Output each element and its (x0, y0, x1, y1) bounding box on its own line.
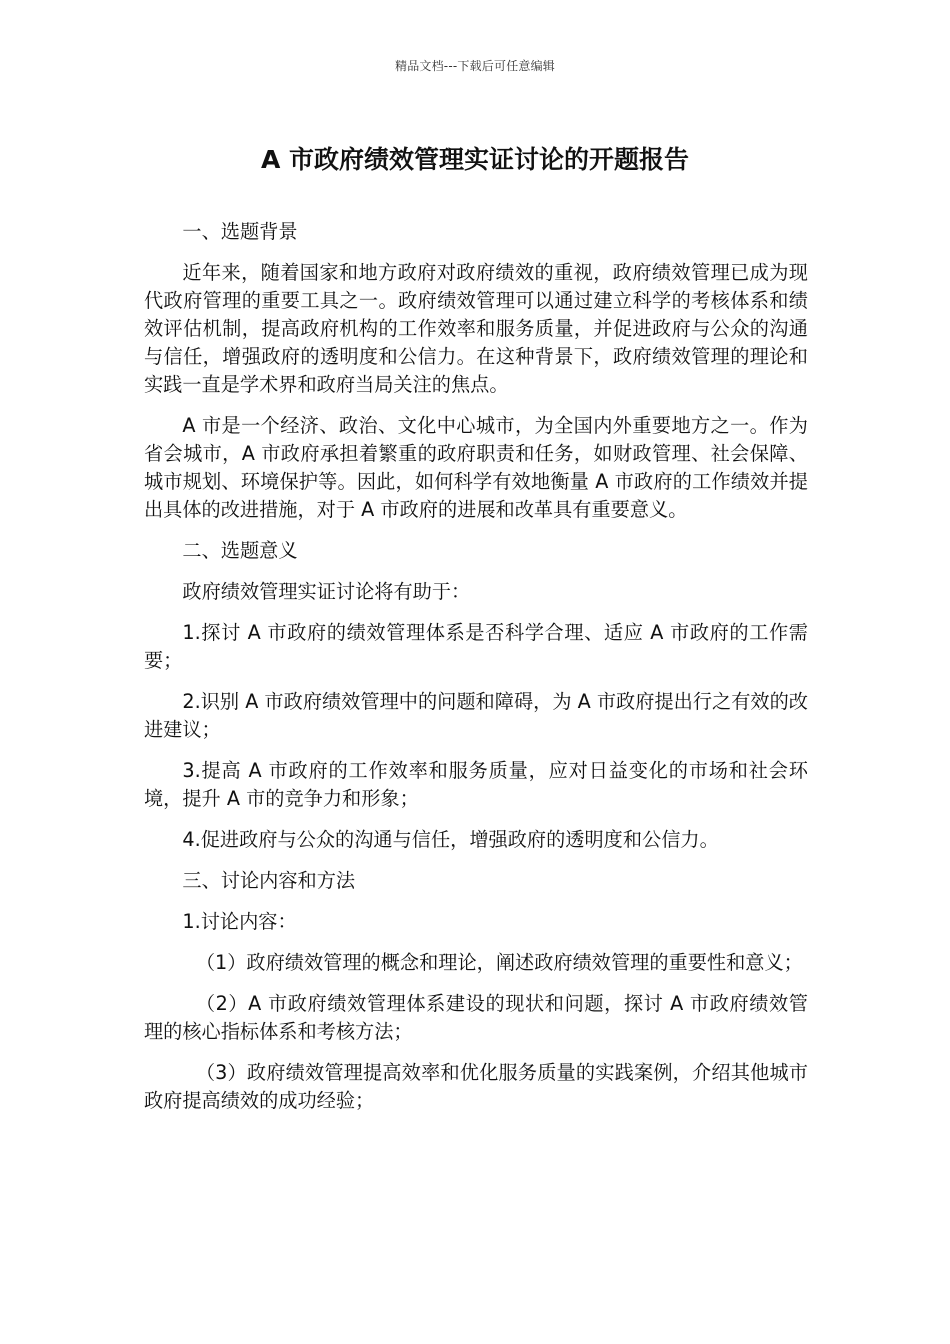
list-item-content-1: （1）政府绩效管理的概念和理论，阐述政府绩效管理的重要性和意义； (195, 951, 803, 974)
section-heading-content-methods: 三、讨论内容和方法 (182, 869, 356, 892)
list-item-content-2: （2）A 市政府绩效管理体系建设的现状和问题，探讨 A 市政府绩效管理的核心指标体系和考核方法； (144, 992, 808, 1043)
list-item-significance-2: 2.识别 A 市政府绩效管理中的问题和障碍，为 A 市政府提出行之有效的改进建议； (144, 690, 808, 741)
list-item-significance-1: 1.探讨 A 市政府的绩效管理体系是否科学合理、适应 A 市政府的工作需要； (144, 621, 808, 672)
section-heading-significance: 二、选题意义 (182, 539, 298, 562)
document-body (144, 218, 808, 1128)
section-heading-background: 一、选题背景 (182, 220, 298, 243)
document-title: A 市政府绩效管理实证讨论的开题报告 (260, 145, 690, 174)
paragraph-background-2: A 市是一个经济、政治、文化中心城市，为全国内外重要地方之一。作为省会城市，A 市政府承担着繁重的政府职责和任务，如财政管理、社会保障、城市规划、环境保护等。因此，如何科学有效地衡量 A 市政府的工作绩效并提出具体的改进措施，对于 A 市政府的进展和改革具有重要意义。 (144, 414, 808, 521)
header-note: 精品文档---下载后可任意编辑 (395, 59, 555, 73)
paragraph-background-1: 近年来，随着国家和地方政府对政府绩效的重视，政府绩效管理已成为现代政府管理的重要工具之一。政府绩效管理可以通过建立科学的考核体系和绩效评估机制，提高政府机构的工作效率和服务质量，并促进政府与公众的沟通与信任，增强政府的透明度和公信力。在这种背景下，政府绩效管理的理论和实践一直是学术界和政府当局关注的焦点。 (144, 261, 808, 396)
subheading-content: 1.讨论内容： (182, 910, 297, 933)
list-item-significance-4: 4.促进政府与公众的沟通与信任，增强政府的透明度和公信力。 (182, 828, 719, 851)
list-item-content-3: （3）政府绩效管理提高效率和优化服务质量的实践案例，介绍其他城市政府提高绩效的成功经验； (144, 1061, 808, 1112)
list-item-significance-3: 3.提高 A 市政府的工作效率和服务质量，应对日益变化的市场和社会环境，提升 A 市的竞争力和形象； (144, 759, 808, 810)
paragraph-significance-intro: 政府绩效管理实证讨论将有助于： (182, 580, 471, 603)
